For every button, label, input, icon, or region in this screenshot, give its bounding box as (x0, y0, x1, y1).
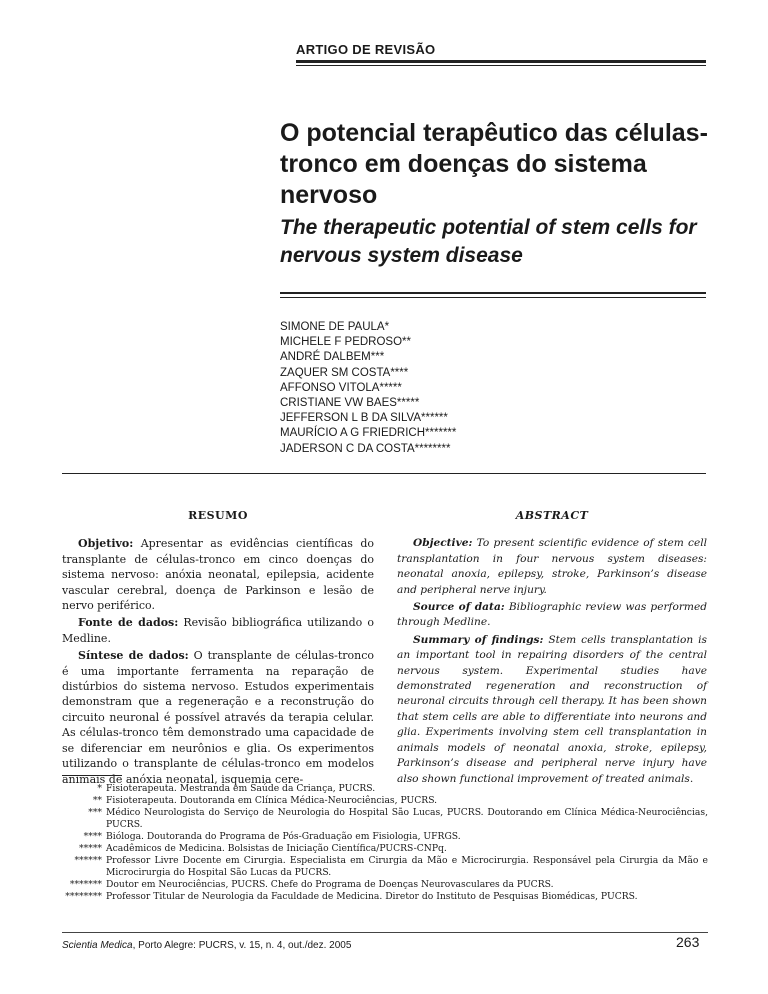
author-name: MICHELE F PEDROSO** (280, 336, 411, 349)
resumo-lead: Fonte de dados: (78, 616, 179, 630)
abstract-paragraph (397, 536, 707, 598)
resumo-column (62, 508, 374, 789)
abstract-paragraph (397, 600, 707, 631)
section-rule (296, 60, 706, 63)
footnote (62, 807, 708, 831)
footnotes (62, 783, 708, 903)
author-name: SIMONE DE PAULA* (280, 321, 390, 333)
section-label: ARTIGO DE REVISÃO (296, 42, 436, 57)
footnote-rule (62, 775, 122, 776)
footnote (62, 855, 708, 879)
footnote (62, 795, 708, 807)
footnote-mark: ****** (74, 855, 102, 866)
abstract-paragraph (397, 633, 707, 787)
abstract-lead: Objective: (413, 537, 473, 550)
citation-details: , Porto Alegre: PUCRS, v. 15, n. 4, out./dez. 2005 (132, 940, 352, 951)
resumo-paragraph (62, 536, 374, 613)
author-name: MAURÍCIO A G FRIEDRICH******* (280, 427, 457, 440)
footnote-mark: **** (83, 831, 102, 842)
footnote-mark: *** (88, 807, 102, 818)
article-title: O potencial terapêutico das células-tronco em doenças do sistema nervoso (280, 119, 708, 209)
footnote-text: Fisioterapeuta. Mestranda em Saúde da Criança, PUCRS. (106, 783, 376, 794)
footnote-text: Fisioterapeuta. Doutoranda em Clínica Médica-Neurociências, PUCRS. (106, 795, 438, 806)
resumo-heading: RESUMO (188, 509, 248, 522)
author-name: ANDRÉ DALBEM*** (280, 351, 385, 364)
footnote-mark: * (97, 783, 102, 794)
footnote (62, 783, 708, 795)
page-number: 263 (676, 934, 700, 950)
author-list (280, 320, 700, 457)
footnote-text: Professor Titular de Neurologia da Faculdade de Medicina. Diretor do Instituto de Pesquisas Biomédicas, PUCRS. (106, 891, 638, 902)
footnote-text: Professor Livre Docente em Cirurgia. Especialista em Cirurgia da Mão e Microcirurgia. Responsável pela Cirurgia da Mão e Microcirurgia do Hospital São Lucas da PUCRS. (106, 855, 708, 878)
footnote-mark: ** (92, 795, 102, 806)
resumo-text: Revisão bibliográfica utilizando o Medline. (62, 616, 374, 645)
abstract-column (397, 508, 707, 789)
abstract-lead: Summary of findings: (413, 633, 544, 646)
footer-rule (62, 932, 708, 933)
footnote (62, 831, 708, 843)
author-name: AFFONSO VITOLA***** (280, 381, 402, 394)
author-name: CRISTIANE VW BAES***** (280, 397, 420, 410)
abstract-text: To present scientific evidence of stem cell transplantation in four nervous system diseases: neonatal anoxia, epilepsy, stroke, Parkinson’s disease and peripheral nerve injury. (397, 537, 707, 596)
footnote (62, 879, 708, 891)
resumo-lead: Objetivo: (78, 537, 134, 551)
abstract-lead: Source of data: (413, 601, 505, 614)
abstract-divider (62, 473, 706, 474)
author-name: ZAQUER SM COSTA**** (280, 366, 409, 379)
footnote-mark: ******* (69, 879, 102, 890)
journal-citation (62, 940, 351, 951)
footnote-text: Acadêmicos de Medicina. Bolsistas de Iniciação Científica/PUCRS-CNPq. (106, 843, 447, 854)
title-rule (280, 292, 706, 294)
footnote-mark: ******** (65, 891, 102, 902)
author-name: JEFFERSON L B DA SILVA****** (280, 412, 448, 425)
resumo-paragraph (62, 615, 374, 646)
section-rule-thin (296, 65, 706, 66)
resumo-lead: Síntese de dados: (78, 649, 189, 663)
footnote-text: Médico Neurologista do Serviço de Neurologia do Hospital São Lucas, PUCRS. Doutorando em Clínica Médica-Neurociências, PUCRS. (106, 807, 708, 830)
abstract-text: Bibliographic review was performed through Medline. (397, 601, 707, 629)
footnote (62, 891, 708, 903)
abstract-text: Stem cells transplantation is an important tool in repairing disorders of the central nervous system. Experimental studies have demonstrated regeneration and reconstruction of neuronal circuits through cell therapy. It has been shown that stem cells are able to differentiate into neurons and glia. Experiments involving stem cell transplantation in animals models of neonatal anoxia, stroke, epilepsy, Parkinson’s disease and peripheral nerve injury have also shown functional improvement of treated animals. (397, 633, 707, 785)
article-subtitle: The therapeutic potential of stem cells for nervous system disease (280, 216, 697, 267)
author-name: JADERSON C DA COSTA******** (280, 442, 451, 455)
title-rule-thin (280, 297, 706, 298)
footnote-text: Doutor em Neurociências, PUCRS. Chefe do Programa de Doenças Neurovasculares da PUCRS. (106, 879, 554, 890)
resumo-paragraph (62, 648, 374, 787)
abstract-heading: ABSTRACT (515, 509, 589, 522)
journal-name: Scientia Medica (62, 940, 133, 951)
footnote-text: Bióloga. Doutoranda do Programa de Pós-Graduação em Fisiologia, UFRGS. (106, 831, 461, 842)
footnote (62, 843, 708, 855)
resumo-text: O transplante de células-tronco é uma importante ferramenta na reparação de distúrbios do sistema nervoso. Estudos experimentais demonstram que a regeneração e a reconstrução do circuito neuronal é possível através da terapia celular. As células-tronco têm demonstrado uma capacidade de se diferenciar em neurônios e glia. Os experimentos utilizando o transplante de células-tronco em modelos animais de anóxia neonatal, isquemia cere- (62, 649, 374, 786)
footnote-mark: ***** (79, 843, 102, 854)
resumo-text: Apresentar as evidências científicas do transplante de células-tronco em cinco doenças do sistema nervoso: anóxia neonatal, epilepsia, acidente vascular cerebral, doença de Parkinson e lesão de nervo periférico. (62, 537, 374, 613)
